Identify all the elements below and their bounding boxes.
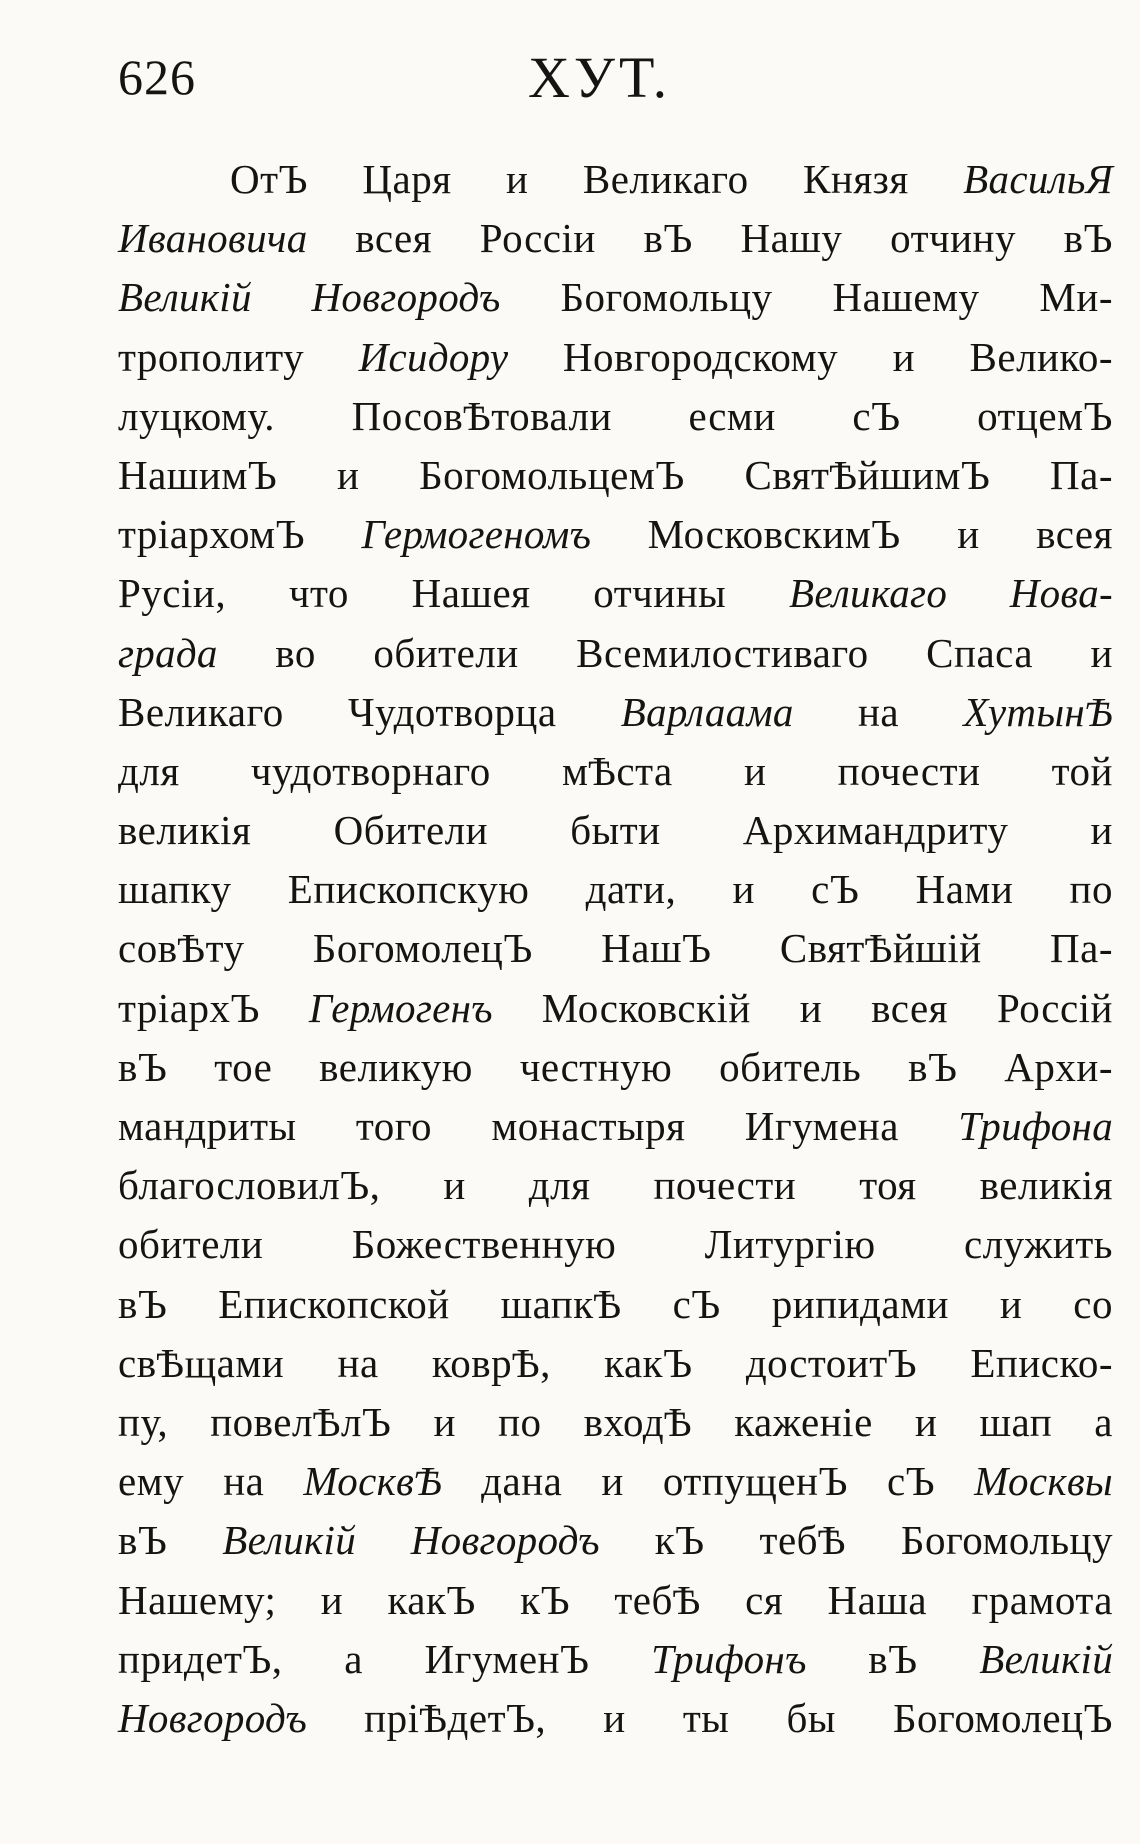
text-line — [118, 683, 1113, 742]
text-line — [118, 387, 1113, 446]
text-line — [118, 624, 1113, 683]
text-run: трополиту — [118, 333, 359, 380]
text-line — [118, 1097, 1113, 1156]
text-line — [118, 564, 1113, 623]
text-run: вЪ — [806, 1635, 980, 1682]
text-line — [118, 1630, 1113, 1689]
text-run: Богомольцу Нашему Ми- — [500, 274, 1113, 321]
text-line — [118, 742, 1113, 801]
text-line — [118, 801, 1113, 860]
text-run: во обители Всемилостиваго Спаса и — [217, 629, 1113, 676]
text-run: Великаго Чудотворца — [118, 688, 621, 735]
text-line — [118, 268, 1113, 327]
text-run: луцкому. ПосовѢтовали есми сЪ отцемЪ — [118, 392, 1113, 439]
text-line — [118, 919, 1113, 978]
text-run: мандриты того монастыря Игумена — [118, 1103, 959, 1149]
italic-name: Великій Новгородъ — [222, 1517, 600, 1564]
text-run: Русіи, что Нашея отчины — [118, 570, 789, 617]
italic-name: Исидору — [358, 333, 509, 380]
text-run: кЪ тебѢ Богомольцу — [599, 1517, 1113, 1564]
page-header — [0, 40, 1140, 110]
text-run: ему на — [118, 1458, 304, 1505]
italic-name: Великій Новгородъ — [118, 274, 501, 321]
italic-name: ВасильЯ — [963, 156, 1113, 202]
text-line — [118, 1393, 1113, 1452]
text-run: ОтЪ Царя и Великаго Князя — [230, 156, 964, 202]
text-run: МосковскимЪ и всея — [591, 511, 1113, 558]
text-line — [118, 1334, 1113, 1393]
text-line — [118, 328, 1113, 387]
text-run: вЪ тое великую честную обитель вЪ Архи- — [118, 1043, 1113, 1090]
text-run: дана и отпущенЪ сЪ — [442, 1458, 975, 1505]
text-line — [118, 979, 1113, 1038]
text-run: пріѢдетЪ, и ты бы БогомолецЪ — [307, 1694, 1113, 1741]
text-line — [118, 860, 1113, 919]
italic-name: МосквѢ — [303, 1458, 443, 1505]
text-run: обители Божественную Литургію служить — [118, 1221, 1113, 1268]
page-number: 626 — [118, 49, 196, 105]
text-run: вЪ Епископской шапкѢ сЪ рипидами и со — [118, 1280, 1113, 1327]
italic-name: Трифона — [958, 1103, 1113, 1149]
text-line — [118, 1275, 1113, 1334]
text-line — [118, 1038, 1113, 1097]
italic-name: ХутынѢ — [963, 688, 1113, 735]
text-run: пу, повелѢлЪ и по входѢ каженіе и шап а — [118, 1398, 1113, 1445]
text-line — [118, 1511, 1113, 1570]
text-run: тріархЪ — [118, 984, 309, 1031]
text-run: совѢту БогомолецЪ НашЪ СвятѢйшій Па- — [118, 925, 1113, 972]
text-line — [118, 446, 1113, 505]
text-run: вЪ — [118, 1517, 223, 1564]
italic-name: Гермогенъ — [308, 984, 493, 1031]
text-line — [118, 1156, 1113, 1215]
text-run: шапку Епископскую дати, и сЪ Нами по — [118, 866, 1113, 913]
text-run: благословилЪ, и для почести тоя великія — [118, 1162, 1113, 1209]
text-run: всея Россіи вЪ Нашу отчину вЪ — [307, 215, 1113, 262]
text-line — [118, 1689, 1113, 1748]
text-run: Московскій и всея Россій — [492, 984, 1113, 1031]
running-head: ХУТ. — [528, 45, 672, 110]
italic-name: града — [118, 629, 218, 676]
text-run: на — [793, 688, 964, 735]
italic-name: Гермогеномъ — [361, 511, 592, 558]
text-run: великія Обители быти Архимандриту и — [118, 807, 1113, 854]
italic-name: Великаго Нова- — [789, 570, 1113, 617]
text-run: свѢщами на коврѢ, какЪ достоитЪ Еписко- — [118, 1339, 1113, 1386]
text-run: Нашему; и какЪ кЪ тебѢ ся Наша грамота — [118, 1576, 1113, 1623]
italic-name: Великій — [979, 1635, 1114, 1682]
text-run: придетЪ, а ИгуменЪ — [118, 1635, 652, 1682]
italic-name: Трифонъ — [651, 1635, 807, 1682]
text-line — [118, 1452, 1113, 1511]
text-line — [118, 1571, 1113, 1630]
text-run: для чудотворнаго мѢста и почести той — [118, 747, 1113, 794]
italic-name: Москвы — [974, 1458, 1113, 1505]
body-text — [118, 150, 1113, 1748]
italic-name: Новгородъ — [118, 1694, 308, 1741]
italic-name: Ивановича — [118, 215, 308, 262]
text-line — [118, 150, 1113, 209]
text-run: НашимЪ и БогомольцемЪ СвятѢйшимЪ Па- — [118, 451, 1113, 498]
text-run: тріархомЪ — [118, 511, 362, 558]
text-line — [118, 209, 1113, 268]
text-run: Новгородскому и Велико- — [508, 333, 1113, 380]
text-line — [118, 505, 1113, 564]
text-line — [118, 1215, 1113, 1274]
italic-name: Варлаама — [620, 688, 794, 735]
